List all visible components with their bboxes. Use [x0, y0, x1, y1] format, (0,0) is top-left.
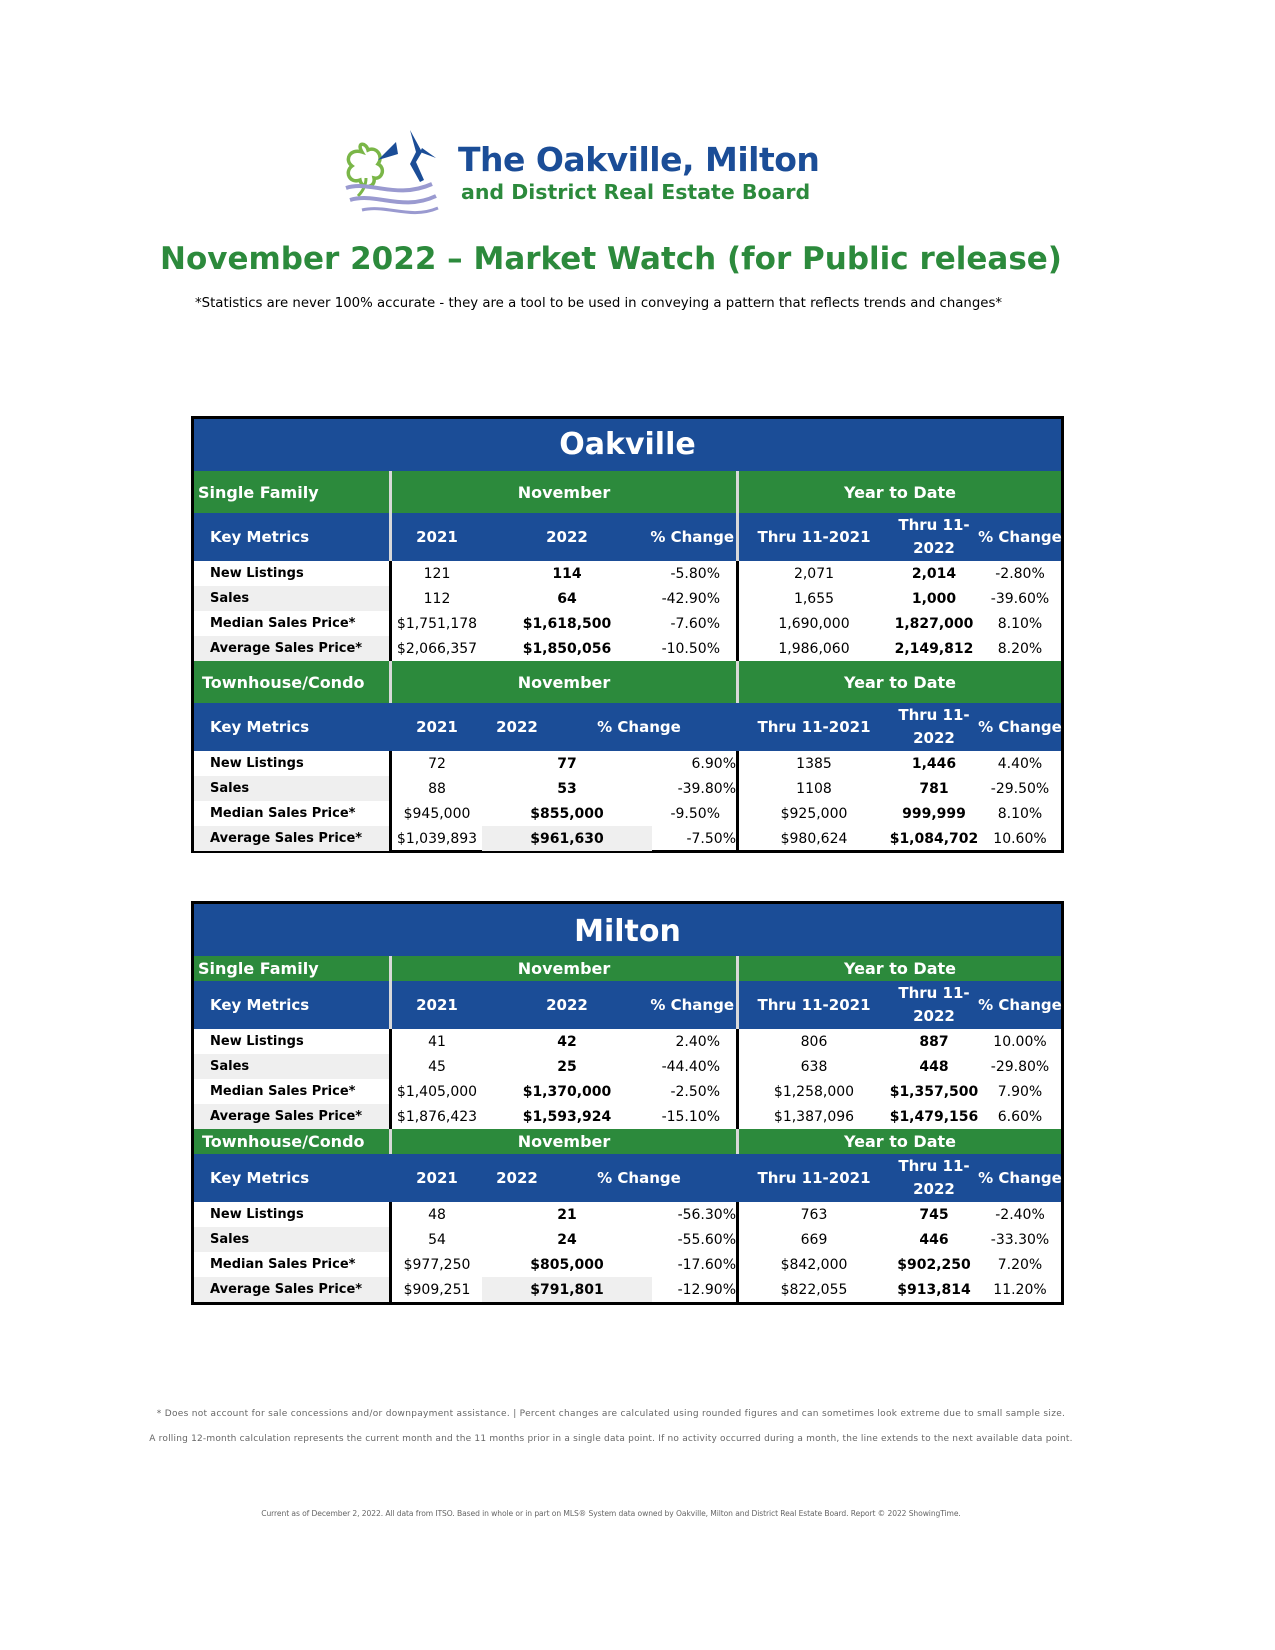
header-thru-2022: Thru 11-2022 [898, 984, 970, 1025]
value-ytd-2021: 1,986,060 [778, 640, 850, 657]
value-2021: $977,250 [403, 1256, 471, 1273]
header-ytd-pct-change: % Change [978, 718, 1062, 736]
value-2021: 121 [423, 565, 451, 582]
value-ytd-2021: 1108 [796, 780, 832, 797]
value-ytd-2022: 1,827,000 [894, 615, 974, 632]
disclaimer-subtitle: *Statistics are never 100% accurate - they are a tool to be used in conveying a pattern that reflects trends and changes* [195, 296, 1003, 311]
value-ytd-2022: 446 [919, 1231, 949, 1248]
value-ytd-2021: 669 [800, 1231, 828, 1248]
footnote-data-source: Current as of December 2, 2022. All data from ITSO. Based in whole or in part on MLS® System data owned by Oakville, Milton and District Real Estate Board. Report © 2022 ShowingTime. [261, 1509, 961, 1518]
value-ytd-2022: $1,084,702 [889, 830, 979, 847]
header-key-metrics: Key Metrics [210, 718, 310, 736]
header-thru-2022: Thru 11-2022 [898, 1157, 970, 1198]
value-2022: $1,850,056 [522, 640, 612, 657]
value-ytd-2022: $1,479,156 [889, 1108, 979, 1125]
header-2021: 2021 [416, 528, 458, 546]
month-label: November [517, 959, 611, 978]
value-ytd-2022: $902,250 [897, 1256, 971, 1273]
metric-label: New Listings [210, 756, 304, 771]
value-ytd-2021: $842,000 [780, 1256, 848, 1273]
header-thru-2022: Thru 11-2022 [898, 706, 970, 747]
value-2022: 64 [557, 590, 577, 607]
footnote-rolling-calc: A rolling 12-month calculation represents the current month and the 11 months prior in a single data point. If no activity occurred during a month, the line extends to the next available data point. [149, 1434, 1073, 1444]
header-ytd-pct-change: % Change [978, 996, 1062, 1014]
table-row [194, 826, 1061, 851]
column-header-row [194, 1154, 1061, 1202]
table-row [194, 801, 1061, 826]
metric-label: Median Sales Price* [210, 1084, 356, 1099]
metric-label: Median Sales Price* [210, 1257, 356, 1272]
value-ytd-2022: 999,999 [902, 805, 966, 822]
value-ytd-2021: 806 [800, 1033, 828, 1050]
logo-subtitle: and District Real Estate Board [461, 180, 811, 204]
value-ytd-2022: $913,814 [897, 1281, 971, 1298]
value-ytd-pct-change: 8.10% [997, 615, 1043, 632]
value-ytd-2021: $1,387,096 [773, 1108, 855, 1125]
value-2021: 72 [428, 755, 446, 772]
header-pct-change: % Change [650, 528, 734, 546]
value-ytd-2021: 638 [800, 1058, 828, 1075]
value-ytd-pct-change: 6.60% [997, 1108, 1043, 1125]
ytd-label: Year to Date [843, 959, 956, 978]
metric-label: Average Sales Price* [194, 1277, 389, 1302]
month-label: November [517, 1132, 611, 1151]
value-pct-change: -7.50% [686, 830, 736, 847]
header-2022: 2022 [496, 718, 538, 736]
value-ytd-pct-change: -33.30% [990, 1231, 1050, 1248]
month-label: November [517, 672, 611, 692]
value-pct-change: -10.50% [661, 640, 720, 657]
value-pct-change: -15.10% [661, 1108, 720, 1125]
header-thru-2021: Thru 11-2021 [757, 528, 871, 546]
header-thru-2021: Thru 11-2021 [757, 996, 871, 1014]
value-ytd-pct-change: 7.90% [997, 1083, 1043, 1100]
page-title: November 2022 – Market Watch (for Public release) [160, 241, 1062, 277]
value-ytd-2022: 781 [919, 780, 949, 797]
value-2022: 24 [557, 1231, 577, 1248]
header-pct-change: % Change [597, 718, 681, 736]
table-row [194, 1079, 1061, 1104]
metric-label: Median Sales Price* [210, 616, 356, 631]
value-2022: $1,593,924 [522, 1108, 612, 1125]
table-title: Milton [194, 904, 1061, 956]
value-2021: 88 [428, 780, 446, 797]
value-2021: 45 [428, 1058, 446, 1075]
value-pct-change: -55.60% [677, 1231, 736, 1248]
section-header [194, 1129, 1061, 1154]
value-ytd-2022: 745 [919, 1206, 949, 1223]
value-2021: 41 [428, 1033, 446, 1050]
value-pct-change: -17.60% [677, 1256, 736, 1273]
value-ytd-pct-change: 8.20% [997, 640, 1043, 657]
milton-table [191, 901, 1064, 1305]
table-row [194, 1104, 1061, 1129]
value-ytd-pct-change: -2.40% [995, 1206, 1045, 1223]
metric-label: New Listings [210, 566, 304, 581]
value-2022: 53 [557, 780, 577, 797]
value-2021: $1,405,000 [396, 1083, 478, 1100]
value-ytd-pct-change: 8.10% [997, 805, 1043, 822]
metric-label: Sales [194, 776, 389, 801]
value-ytd-2022: 2,149,812 [894, 640, 974, 657]
value-ytd-2021: $822,055 [780, 1281, 848, 1298]
month-label: November [517, 482, 611, 502]
header-pct-change: % Change [650, 996, 734, 1014]
value-2021: $945,000 [403, 805, 471, 822]
section-label: Single Family [198, 959, 319, 978]
section-header [194, 956, 1061, 981]
value-ytd-2021: 1,655 [793, 590, 835, 607]
header-pct-change: % Change [597, 1169, 681, 1187]
header-ytd-pct-change: % Change [978, 1169, 1062, 1187]
ytd-label: Year to Date [843, 672, 956, 692]
table-row [194, 561, 1061, 586]
value-2021: 112 [423, 590, 451, 607]
section-header [194, 471, 1061, 513]
value-2022: 25 [557, 1058, 577, 1075]
value-pct-change: 2.40% [675, 1033, 720, 1050]
value-pct-change: -44.40% [661, 1058, 720, 1075]
footnote-disclaimer: * Does not account for sale concessions and/or downpayment assistance. | Percent changes are calculated using rounded figures and can sometimes look extreme due to small sample size. [156, 1409, 1066, 1419]
oakville-table [191, 416, 1064, 853]
value-2021: $2,066,357 [396, 640, 478, 657]
header-thru-2021: Thru 11-2021 [757, 718, 871, 736]
header-thru-2022: Thru 11-2022 [898, 516, 970, 557]
value-2021: $1,751,178 [396, 615, 478, 632]
value-ytd-2021: 1,690,000 [778, 615, 850, 632]
value-2022: $961,630 [482, 826, 652, 851]
value-2022: $1,618,500 [522, 615, 612, 632]
value-ytd-2022: 1,446 [911, 755, 957, 772]
metric-label: Median Sales Price* [210, 806, 356, 821]
logo-emblem-icon [340, 122, 460, 226]
value-ytd-2022: 1,000 [911, 590, 957, 607]
metric-label: Average Sales Price* [194, 826, 389, 851]
metric-label: Average Sales Price* [194, 1104, 389, 1129]
value-pct-change: 6.90% [691, 755, 736, 772]
value-pct-change: -9.50% [670, 805, 720, 822]
value-ytd-2021: $1,258,000 [773, 1083, 855, 1100]
header-thru-2021: Thru 11-2021 [757, 1169, 871, 1187]
table-row [194, 1029, 1061, 1054]
value-pct-change: -39.80% [677, 780, 736, 797]
value-ytd-pct-change: -29.80% [990, 1058, 1050, 1075]
table-row [194, 1277, 1061, 1302]
value-ytd-pct-change: 7.20% [997, 1256, 1043, 1273]
header-2022: 2022 [546, 996, 588, 1014]
value-2022: $805,000 [530, 1256, 604, 1273]
value-ytd-pct-change: 10.60% [993, 830, 1047, 847]
value-2022: 77 [557, 755, 577, 772]
table-row [194, 1202, 1061, 1227]
table-row [194, 1054, 1061, 1079]
value-2022: $791,801 [482, 1277, 652, 1302]
value-2021: $1,876,423 [396, 1108, 478, 1125]
column-header-row [194, 513, 1061, 561]
header-2022: 2022 [546, 528, 588, 546]
value-2022: 42 [557, 1033, 577, 1050]
header-ytd-pct-change: % Change [978, 528, 1062, 546]
table-row [194, 1227, 1061, 1252]
value-2022: $855,000 [530, 805, 604, 822]
table-row [194, 611, 1061, 636]
ytd-label: Year to Date [843, 482, 956, 502]
value-2021: 54 [428, 1231, 446, 1248]
table-row [194, 586, 1061, 611]
metric-label: Sales [194, 586, 389, 611]
value-ytd-pct-change: -29.50% [990, 780, 1050, 797]
section-label: Townhouse/Condo [202, 672, 365, 692]
value-ytd-2021: $980,624 [780, 830, 848, 847]
header-key-metrics: Key Metrics [210, 1169, 310, 1187]
header-2022: 2022 [496, 1169, 538, 1187]
value-pct-change: -12.90% [677, 1281, 736, 1298]
value-ytd-pct-change: 10.00% [993, 1033, 1047, 1050]
column-header-row [194, 703, 1061, 751]
header-key-metrics: Key Metrics [210, 996, 310, 1014]
table-title: Oakville [194, 419, 1061, 471]
header-2021: 2021 [416, 718, 458, 736]
value-ytd-pct-change: 4.40% [997, 755, 1043, 772]
value-ytd-2021: 763 [800, 1206, 828, 1223]
value-2022: $1,370,000 [522, 1083, 612, 1100]
value-pct-change: -2.50% [670, 1083, 720, 1100]
value-ytd-pct-change: -2.80% [995, 565, 1045, 582]
column-header-row [194, 981, 1061, 1029]
table-row [194, 636, 1061, 661]
metric-label: Average Sales Price* [194, 636, 389, 661]
value-ytd-2022: 2,014 [911, 565, 957, 582]
value-ytd-pct-change: -39.60% [990, 590, 1050, 607]
value-ytd-2022: 887 [919, 1033, 949, 1050]
header-2021: 2021 [416, 996, 458, 1014]
ytd-label: Year to Date [843, 1132, 956, 1151]
section-header [194, 661, 1061, 703]
metric-label: Sales [194, 1054, 389, 1079]
value-pct-change: -5.80% [670, 565, 720, 582]
value-ytd-2021: 2,071 [793, 565, 835, 582]
logo-title: The Oakville, Milton [458, 140, 820, 179]
header-2021: 2021 [416, 1169, 458, 1187]
board-logo [340, 122, 860, 226]
value-ytd-2021: 1385 [796, 755, 832, 772]
metric-label: New Listings [210, 1207, 304, 1222]
value-2021: 48 [428, 1206, 446, 1223]
value-2022: 21 [557, 1206, 577, 1223]
value-pct-change: -42.90% [661, 590, 720, 607]
section-label: Single Family [198, 482, 319, 502]
value-pct-change: -56.30% [677, 1206, 736, 1223]
metric-label: Sales [194, 1227, 389, 1252]
value-ytd-2021: $925,000 [780, 805, 848, 822]
header-key-metrics: Key Metrics [210, 528, 310, 546]
value-pct-change: -7.60% [670, 615, 720, 632]
value-ytd-2022: 448 [919, 1058, 949, 1075]
value-2021: $1,039,893 [396, 830, 478, 847]
value-2021: $909,251 [403, 1281, 471, 1298]
value-ytd-pct-change: 11.20% [993, 1281, 1047, 1298]
section-label: Townhouse/Condo [202, 1132, 365, 1151]
table-row [194, 751, 1061, 776]
table-row [194, 1252, 1061, 1277]
value-2022: 114 [552, 565, 582, 582]
table-row [194, 776, 1061, 801]
metric-label: New Listings [210, 1034, 304, 1049]
value-ytd-2022: $1,357,500 [889, 1083, 979, 1100]
